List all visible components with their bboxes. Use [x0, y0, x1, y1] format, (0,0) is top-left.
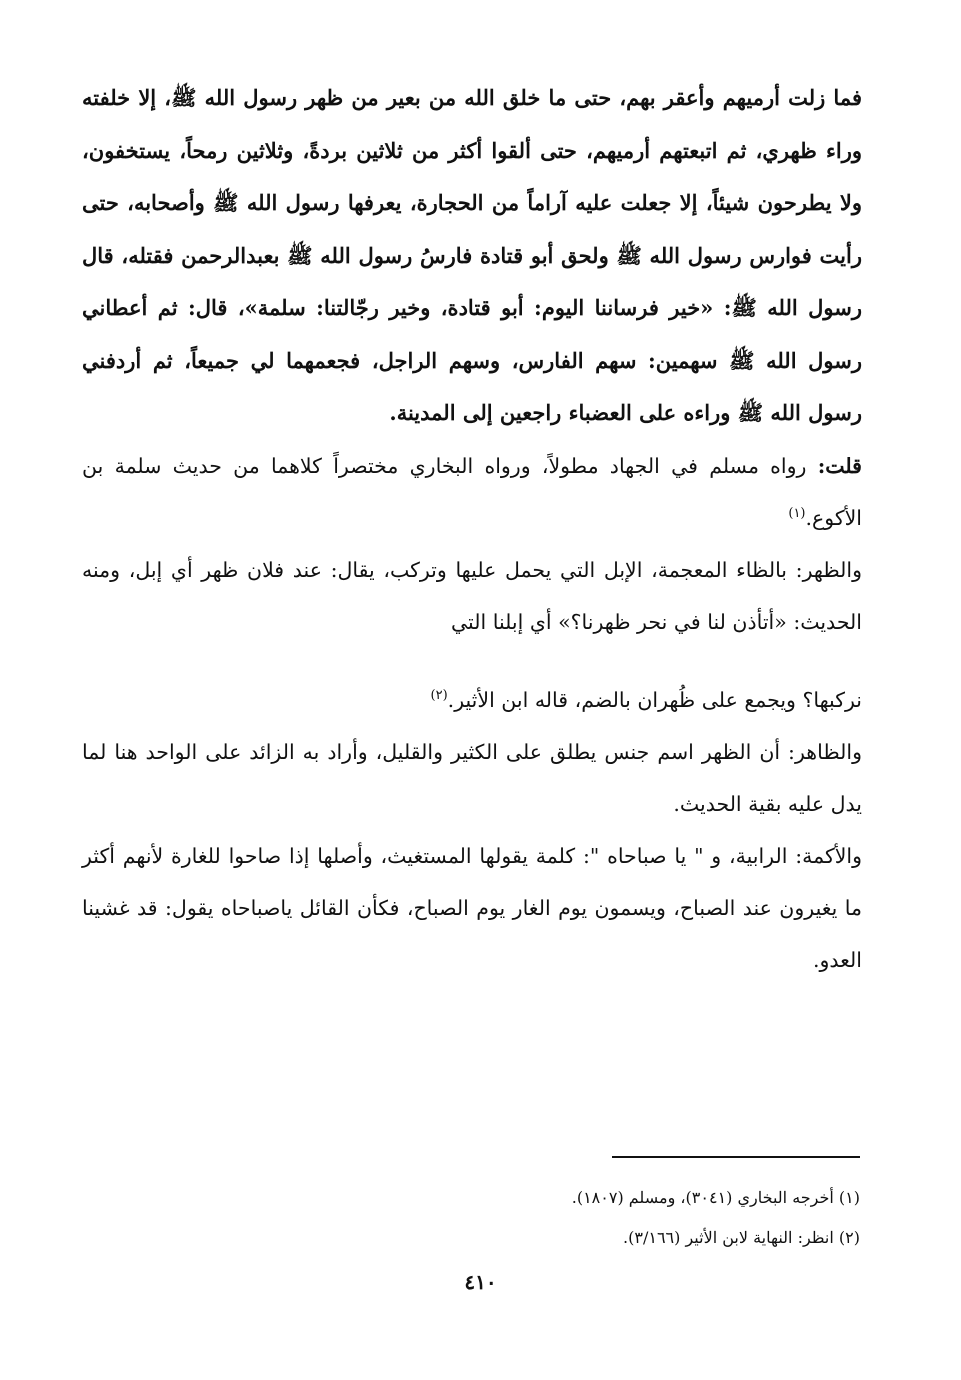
qult-label: قلت:: [817, 453, 862, 478]
footnotes: [82, 1178, 860, 1258]
footnote-ref-2: (٢): [430, 687, 448, 703]
dhahr-paragraph: والظهر: بالظاء المعجمة، الإبل التي يحمل عليها وتركب، يقال: عند فلان ظهر أي إبل، ومنه الحديث: «أتأذن لنا في نحر ظهرنا؟» أي إبلنا التي: [82, 557, 862, 634]
footnote-ref-1: (١): [788, 505, 806, 521]
main-text: [82, 72, 862, 986]
zahir-paragraph: والظاهر: أن الظهر اسم جنس يطلق على الكثير والقليل، وأراد به الزائد على الواحد هنا لما يدل عليه بقية الحديث.: [82, 739, 862, 816]
footnote-1: (١) أخرجه البخاري (٣٠٤١)، ومسلم (١٨٠٧).: [571, 1188, 860, 1207]
page-number: ٤١٠: [464, 1270, 497, 1294]
qult-text: رواه مسلم في الجهاد مطولاً، ورواه البخاري مختصراً كلاهما من حديث سلمة بن الأكوع.: [82, 453, 862, 530]
footnote-2: (٢) انظر: النهاية لابن الأثير (٣/١٦٦).: [623, 1228, 860, 1247]
dhahr-continued: [82, 674, 862, 726]
qult-paragraph: [82, 440, 862, 544]
footnote-divider: [612, 1156, 860, 1158]
akamah-paragraph: والأكمة: الرابية، و " يا صباحاه ": كلمة يقولها المستغيث، وأصلها إذا صاحوا للغارة لأنهم أكثر ما يغيرون عند الصباح، ويسمون يوم الغار يوم الصباح، فكأن القائل ياصباحاه يقول: قد غشينا العدو.: [82, 843, 862, 972]
dhahr-continued-text: نركبها؟ ويجمع على ظُهران بالضم، قاله ابن الأثير.: [447, 687, 862, 712]
hadith-text: فما زلت أرميهم وأعقر بهم، حتى ما خلق الله من بعير من ظهر رسول الله ﷺ، إلا خلفته وراء ظهري، ثم اتبعتهم أرميهم، حتى ألقوا أكثر من ثلاثين بردةً، وثلاثين رمحاً، يستخفون، ولا يطرحون شيئاً، إلا جعلت عليه آراماً من الحجارة، يعرفها رسول الله ﷺ وأصحابه، حتى رأيت فوارس رسول الله ﷺ ولحق أبو قتادة فارسُ رسول الله ﷺ بعبدالرحمن فقتله، قال رسول الله ﷺ: «خير فرساننا اليوم: أبو قتادة، وخير رجّالتنا: سلمة»، قال: ثم أعطاني رسول الله ﷺ سهمين: سهم الفارس، وسهم الراجل، فجعمهما لي جميعاً، ثم أردفني رسول الله ﷺ وراءه على العضباء راجعين إلى المدينة.: [82, 85, 862, 425]
spacer: [82, 648, 862, 674]
